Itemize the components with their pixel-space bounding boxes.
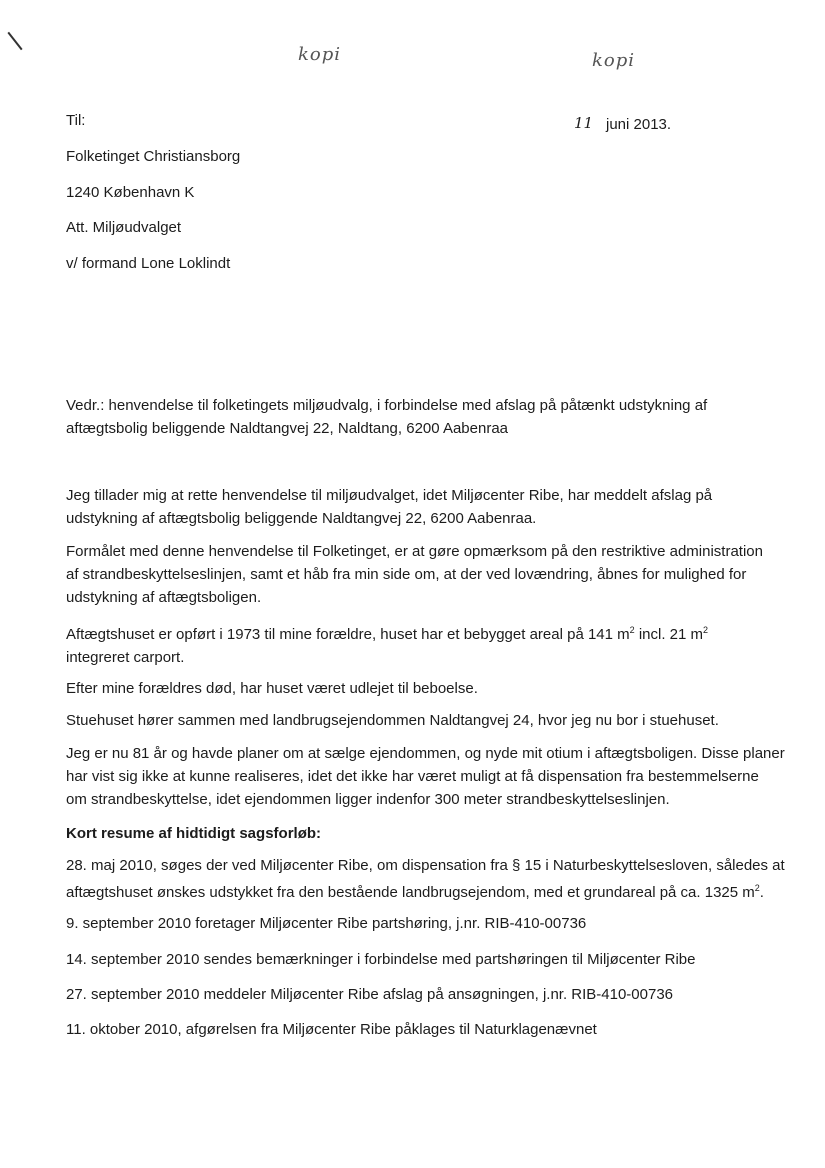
- paragraph-5: [66, 709, 756, 732]
- summary-entry-3: [66, 948, 756, 971]
- subject-text-1: Vedr.: henvendelse til folketingets miljøudvalg, i forbindelse med afslag på påtænkt udstykning af: [66, 397, 708, 414]
- paragraph-1: [66, 484, 756, 530]
- summary-entry-2: [66, 912, 756, 935]
- summary-entry-5-text: 11. oktober 2010, afgørelsen fra Miljøcenter Ribe påklages til Naturklagenævnet: [66, 1021, 597, 1038]
- superscript-2c: 2: [754, 883, 760, 893]
- summary-entry-5: [66, 1018, 756, 1041]
- recipient-line-3: Att. Miljøudvalget: [66, 219, 182, 236]
- paragraph-4: [66, 677, 756, 700]
- paragraph-2-line-2: af strandbeskyttelseslinjen, samt et håb fra min side om, at der ved lovændring, åbnes for mulighed for: [66, 566, 747, 583]
- date-text: juni 2013.: [606, 116, 672, 133]
- subject-text-2: aftægtsbolig beliggende Naldtangvej 22, Naldtang, 6200 Aabenraa: [66, 420, 509, 437]
- carport-area-text: incl. 21 m: [634, 626, 704, 643]
- subject-line: [66, 394, 756, 440]
- date-day: 11: [574, 114, 594, 132]
- summary-entry-4: [66, 983, 756, 1006]
- summary-entry-1-line-2: [66, 877, 764, 904]
- handwritten-note-right: kopi: [592, 50, 636, 71]
- paragraph-2-line-1: Formålet med denne henvendelse til Folketinget, er at gøre opmærksom på den restriktive administration: [66, 543, 763, 560]
- pen-mark: [7, 32, 22, 51]
- paragraph-3-line-2: integreret carport.: [66, 649, 185, 666]
- summary-entry-2-text: 9. september 2010 foretager Miljøcenter Ribe partshøring, j.nr. RIB-410-00736: [66, 915, 587, 932]
- superscript-2: 2: [629, 625, 635, 635]
- summary-heading: [66, 822, 756, 845]
- to-label: Til:: [66, 112, 86, 129]
- area-text: Aftægtshuset er opført i 1973 til mine forældre, huset har et bebygget areal på 141 m: [66, 626, 630, 643]
- period: .: [759, 884, 764, 901]
- summary-entry-1-line-1: 28. maj 2010, søges der ved Miljøcenter Ribe, om dispensation fra § 15 i Naturbeskyttelsesloven, således at: [66, 857, 785, 874]
- paragraph-3: [66, 619, 756, 669]
- superscript-2b: 2: [703, 625, 709, 635]
- paragraph-6-line-2: har vist sig ikke at kunne realiseres, idet det ikke har været muligt at få dispensation fra bestemmelserne: [66, 768, 759, 785]
- summary-entry-3-text: 14. september 2010 sendes bemærkninger i forbindelse med partshøringen til Miljøcenter Ribe: [66, 951, 696, 968]
- paragraph-4-line-1: Efter mine forældres død, har huset været udlejet til beboelse.: [66, 680, 478, 697]
- recipient-line-2: 1240 København K: [66, 184, 195, 201]
- paragraph-1-line-2: udstykning af aftægtsbolig beliggende Naldtangvej 22, 6200 Aabenraa.: [66, 510, 537, 527]
- paragraph-2-line-3: udstykning af aftægtsboligen.: [66, 589, 262, 606]
- paragraph-1-line-1: Jeg tillader mig at rette henvendelse til miljøudvalget, idet Miljøcenter Ribe, har meddelt afslag på: [66, 487, 713, 504]
- handwritten-note-left: kopi: [298, 44, 342, 65]
- ground-area-text: aftægtshuset ønskes udstykket fra den bestående landbrugsejendom, med et grundareal på ca. 1325 m: [66, 884, 755, 901]
- summary-heading-text: Kort resume af hidtidigt sagsforløb:: [66, 825, 322, 842]
- paragraph-6-line-1: Jeg er nu 81 år og havde planer om at sælge ejendommen, og nyde mit otium i aftægtsboligen. Disse planer: [66, 745, 785, 762]
- paragraph-3-line-1: [66, 619, 756, 646]
- paragraph-5-line-1: Stuehuset hører sammen med landbrugsejendommen Naldtangvej 24, hvor jeg nu bor i stuehuset.: [66, 712, 719, 729]
- paragraph-2: [66, 540, 763, 609]
- recipient-line-4: v/ formand Lone Loklindt: [66, 255, 231, 272]
- paragraph-6-line-3: om strandbeskyttelse, idet ejendommen ligger indenfor 300 meter strandbeskyttelseslinjen.: [66, 791, 670, 808]
- summary-entry-4-text: 27. september 2010 meddeler Miljøcenter Ribe afslag på ansøgningen, j.nr. RIB-410-00736: [66, 986, 674, 1003]
- summary-entry-1: [66, 854, 785, 904]
- paragraph-6: [66, 742, 785, 811]
- recipient-line-1: Folketinget Christiansborg: [66, 148, 241, 165]
